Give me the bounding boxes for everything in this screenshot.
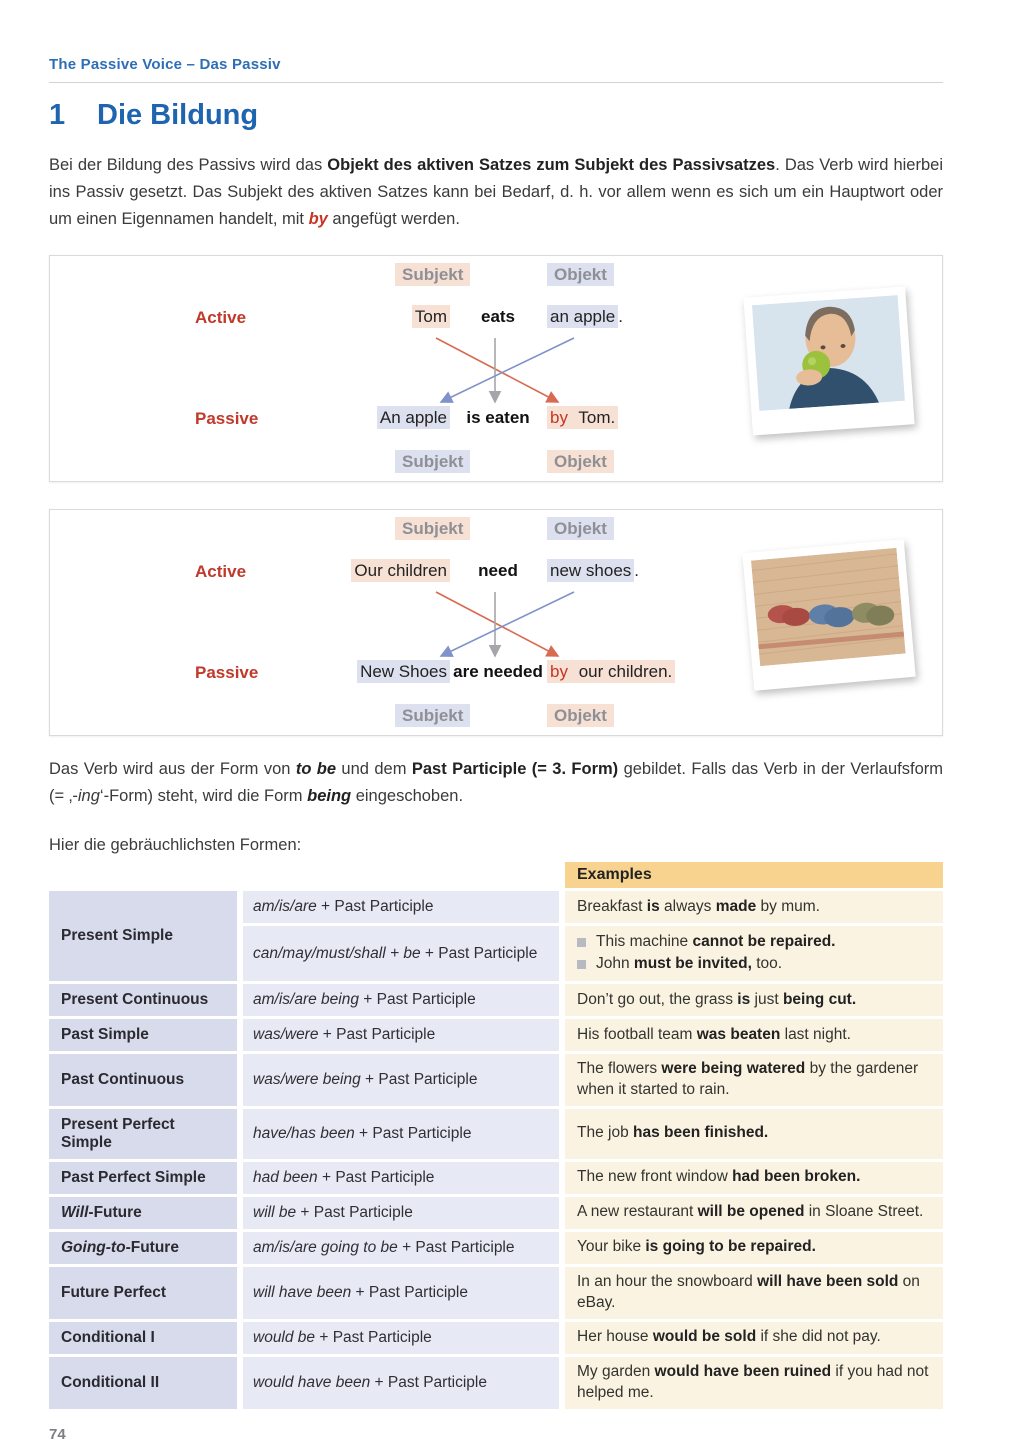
formation-paragraph: Das Verb wird aus der Form von to be und dem Past Participle (= 3. Form) gebildet. Falls das Verb in der Verlaufsform (= ‚-ing‘-Form) steht, wird die Form being eingeschoben.: [49, 760, 943, 806]
active-label: Active: [195, 562, 247, 582]
transformation-arrows-icon: [380, 586, 620, 666]
form-cell: will have been + Past Participle: [243, 1267, 559, 1319]
form-cell: would have been + Past Participle: [243, 1357, 559, 1409]
form-cell: was/were being + Past Participle: [243, 1054, 559, 1106]
form-cell: have/has been + Past Participle: [243, 1109, 559, 1159]
passive-label: Passive: [195, 409, 259, 429]
objekt-label: Objekt: [547, 265, 614, 285]
active-object: new shoes .: [547, 561, 639, 581]
example-cell: Breakfast is always made by mum.: [565, 891, 943, 923]
passive-agent: by our children.: [547, 662, 675, 682]
active-verb: need: [478, 561, 518, 581]
example-cell: The job has been finished.: [565, 1109, 943, 1159]
tense-cell: Present Perfect Simple: [49, 1109, 237, 1159]
active-object: an apple .: [547, 307, 623, 327]
passive-label: Passive: [195, 663, 259, 683]
example-cell: Don’t go out, the grass is just being cut.: [565, 984, 943, 1016]
table-header-row: [49, 862, 943, 888]
table-row: [49, 1162, 943, 1194]
subjekt-label: Subjekt: [395, 706, 470, 726]
tense-cell: Going-to-Future: [49, 1232, 237, 1264]
square-bullet-icon: [577, 960, 586, 969]
active-verb: eats: [480, 307, 516, 327]
tense-cell: Past Continuous: [49, 1054, 237, 1106]
intro-paragraph: Bei der Bildung des Passivs wird das Objekt des aktiven Satzes zum Subjekt des Passivsatzes. Das Verb wird hierbei ins Passiv gesetzt. Das Subjekt des aktiven Satzes kann bei Bedarf, d. h. vor allem wenn es sich um ein Hauptwort oder um einen Eigennamen handelt, mit by angefügt werden.: [49, 156, 943, 229]
form-cell: can/may/must/shall + be + Past Participle: [243, 926, 559, 981]
page-title: [49, 99, 943, 132]
form-cell: had been + Past Participle: [243, 1162, 559, 1194]
passive-subject: New Shoes: [357, 662, 450, 682]
table-row: [49, 891, 943, 923]
active-passive-diagram-tom: [49, 255, 943, 482]
section-number: 1: [49, 99, 66, 131]
passive-subject: An apple: [377, 408, 450, 428]
table-row: [49, 1357, 943, 1409]
example-cell: The new front window had been broken.: [565, 1162, 943, 1194]
active-passive-diagram-shoes: [49, 509, 943, 736]
example-cell: Her house would be sold if she did not pay.: [565, 1322, 943, 1354]
subjekt-label: Subjekt: [395, 452, 470, 472]
table-row: [49, 1019, 943, 1051]
header-rule: [49, 82, 943, 83]
form-cell: will be + Past Participle: [243, 1197, 559, 1229]
tense-cell: Present Simple: [49, 891, 237, 981]
subjekt-label: Subjekt: [395, 519, 470, 539]
objekt-label: Objekt: [547, 452, 614, 472]
form-cell: was/were + Past Participle: [243, 1019, 559, 1051]
table-row: [49, 984, 943, 1016]
section-title: Die Bildung: [97, 99, 259, 131]
example-cell: In an hour the snowboard will have been sold on eBay.: [565, 1267, 943, 1319]
tense-cell: Past Perfect Simple: [49, 1162, 237, 1194]
passive-verb: is eaten: [466, 408, 530, 428]
tense-cell: Future Perfect: [49, 1267, 237, 1319]
photo-children-shoes: [742, 539, 915, 691]
breadcrumb: The Passive Voice – Das Passiv: [49, 56, 281, 73]
forms-lead: Hier die gebräuchlichsten Formen:: [49, 836, 302, 855]
passive-forms-table: [43, 859, 949, 1411]
active-label: Active: [195, 308, 247, 328]
table-row: [49, 1267, 943, 1319]
table-row: [49, 1197, 943, 1229]
table-row: [49, 1232, 943, 1264]
example-bullet: John must be invited, too.: [577, 954, 931, 975]
tense-cell: Will-Future: [49, 1197, 237, 1229]
active-subject: Tom: [412, 307, 450, 327]
form-cell: am/is/are + Past Participle: [243, 891, 559, 923]
square-bullet-icon: [577, 938, 586, 947]
example-cell: [565, 926, 943, 981]
table-row: [49, 1109, 943, 1159]
page-number: 74: [49, 1425, 66, 1440]
tense-cell: Present Continuous: [49, 984, 237, 1016]
example-cell: My garden would have been ruined if you had not helped me.: [565, 1357, 943, 1409]
example-cell: The flowers were being watered by the gardener when it started to rain.: [565, 1054, 943, 1106]
tense-cell: Conditional II: [49, 1357, 237, 1409]
example-cell: His football team was beaten last night.: [565, 1019, 943, 1051]
passive-agent: by Tom.: [547, 408, 618, 428]
example-cell: A new restaurant will be opened in Sloane Street.: [565, 1197, 943, 1229]
examples-header: Examples: [565, 862, 943, 888]
form-cell: would be + Past Participle: [243, 1322, 559, 1354]
example-cell: Your bike is going to be repaired.: [565, 1232, 943, 1264]
objekt-label: Objekt: [547, 706, 614, 726]
form-cell: am/is/are going to be + Past Participle: [243, 1232, 559, 1264]
tense-cell: Conditional I: [49, 1322, 237, 1354]
active-subject: Our children: [351, 561, 450, 581]
passive-verb: are needed: [453, 662, 543, 682]
subjekt-label: Subjekt: [395, 265, 470, 285]
table-row: [49, 1054, 943, 1106]
table-row: [49, 1322, 943, 1354]
example-bullet: This machine cannot be repaired.: [577, 932, 931, 953]
transformation-arrows-icon: [380, 332, 620, 412]
photo-man-eating-apple: [743, 287, 914, 436]
form-cell: am/is/are being + Past Participle: [243, 984, 559, 1016]
tense-cell: Past Simple: [49, 1019, 237, 1051]
objekt-label: Objekt: [547, 519, 614, 539]
